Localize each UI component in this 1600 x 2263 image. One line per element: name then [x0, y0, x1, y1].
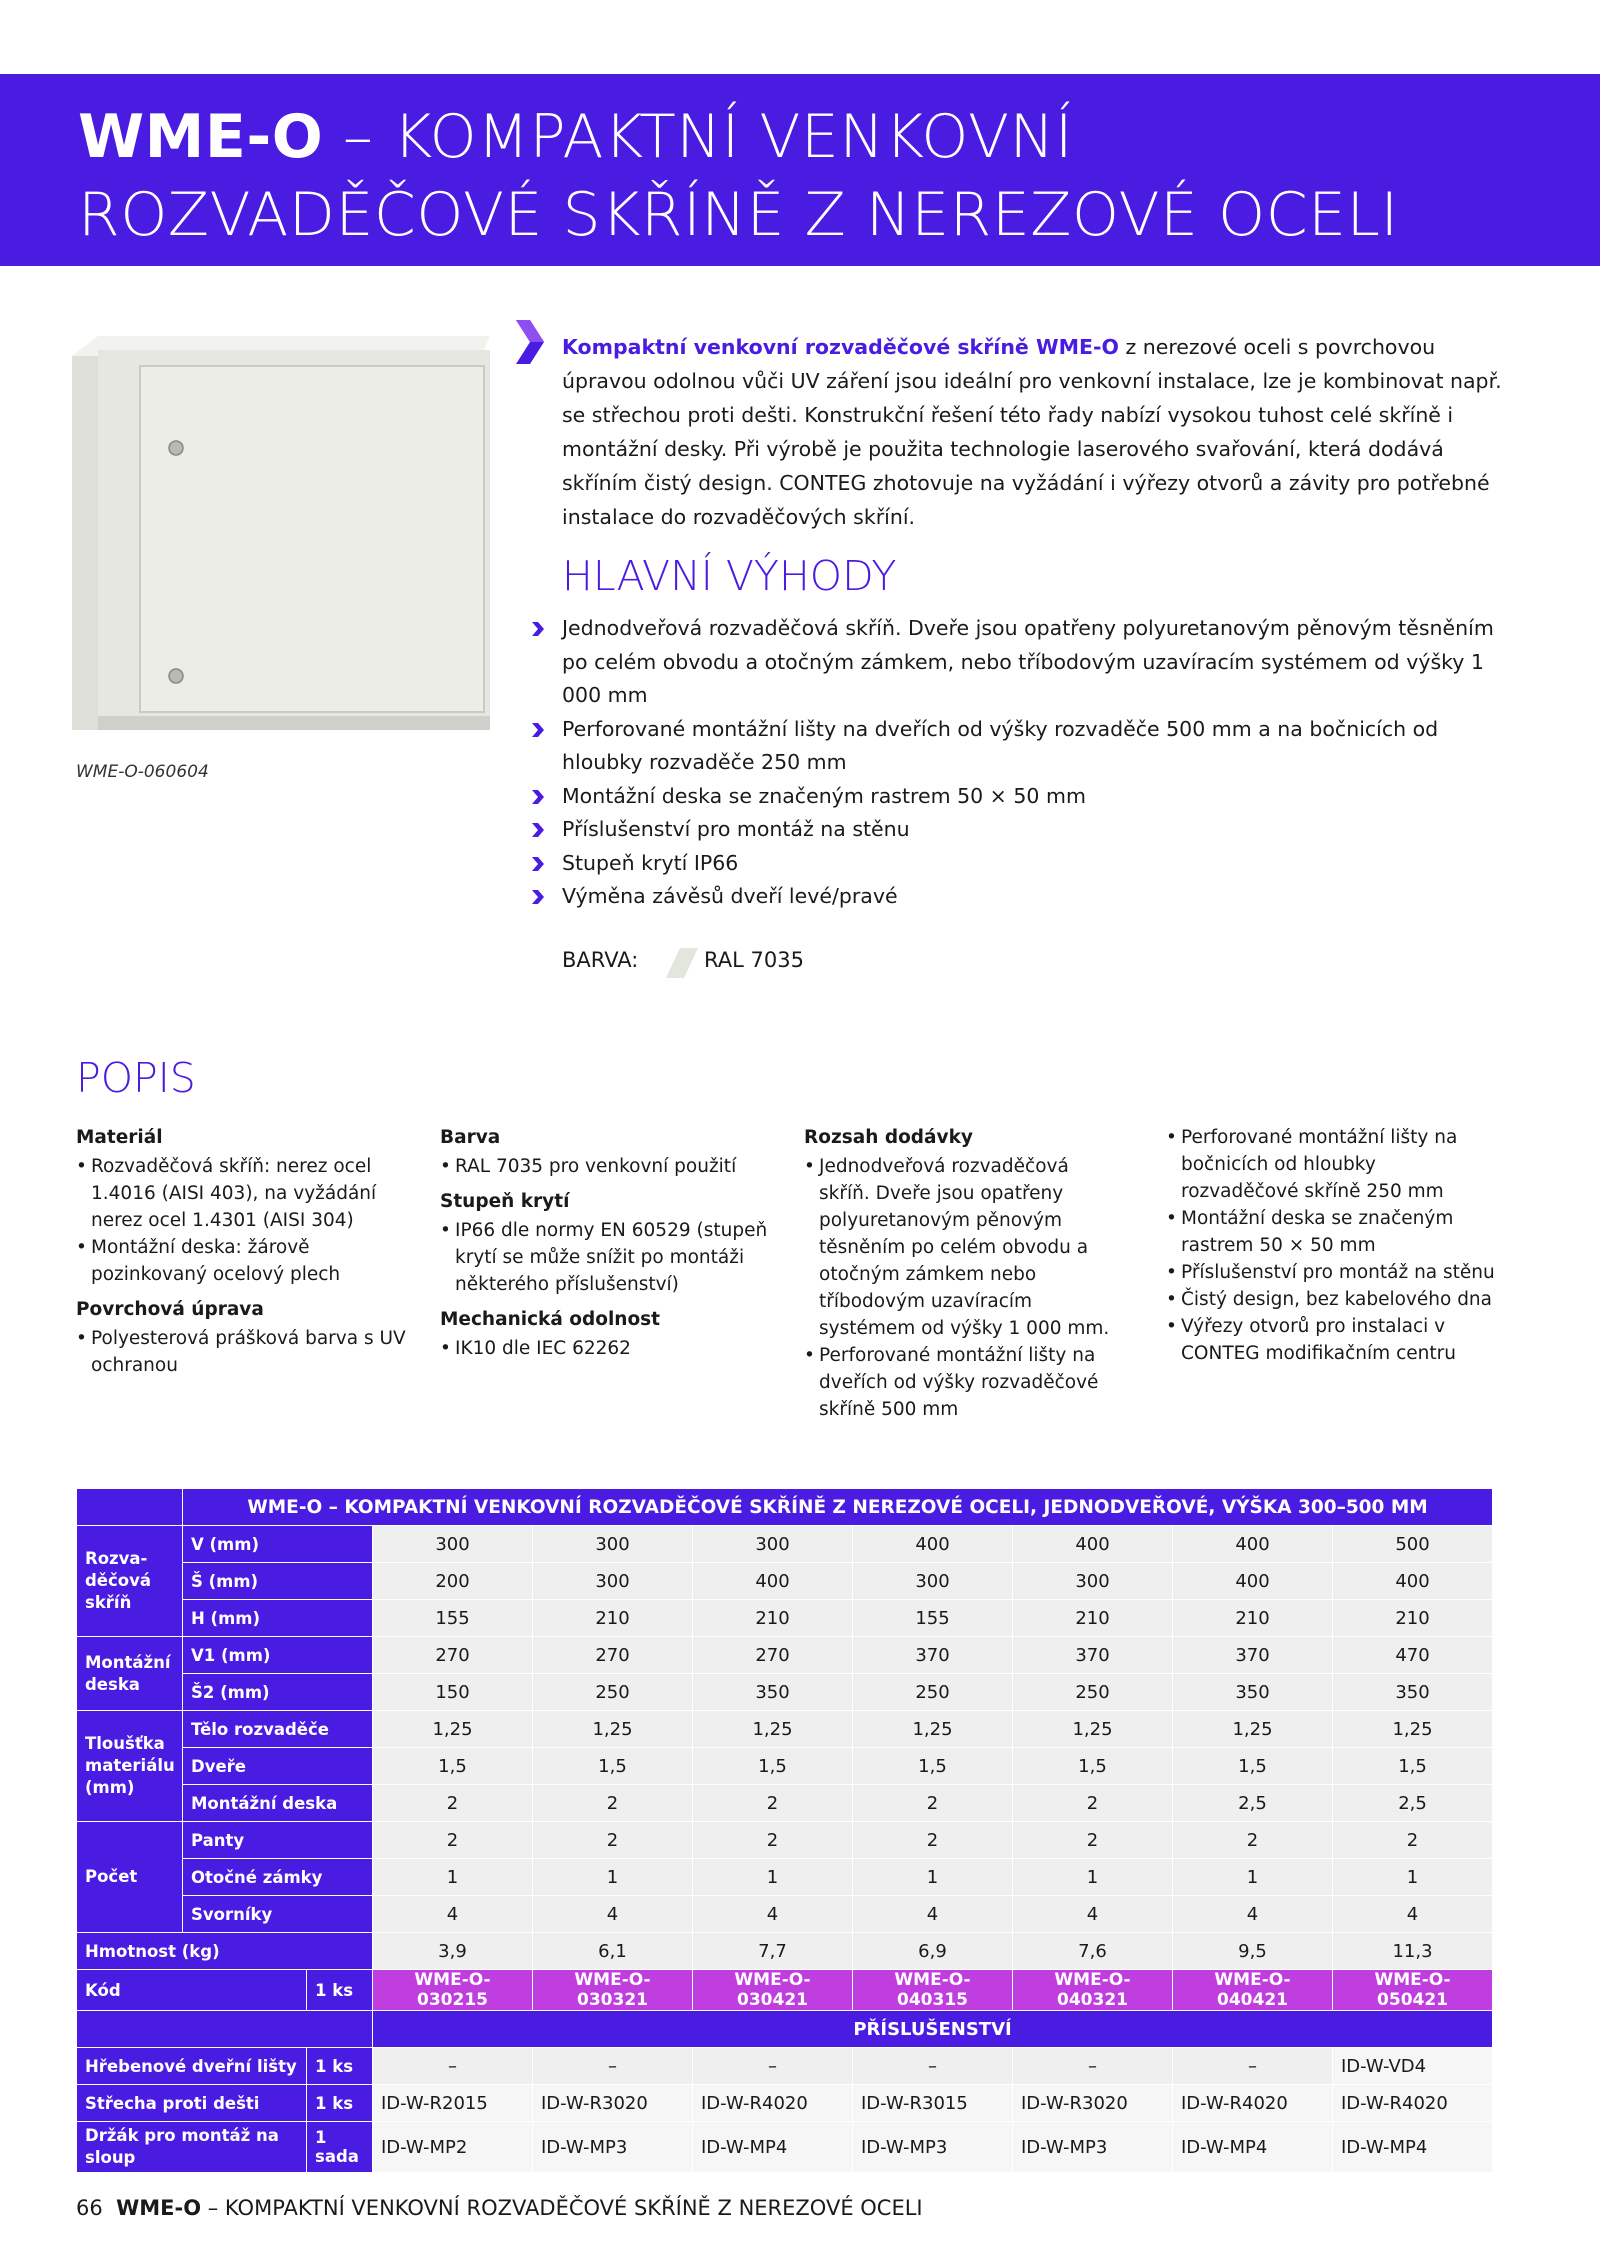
col-heading: Materiál — [76, 1127, 163, 1148]
unit-label: 1 ks — [307, 2048, 373, 2085]
col-heading: Barva — [440, 1127, 501, 1148]
list-item: • IK10 dle IEC 62262 — [440, 1335, 770, 1362]
row-label: Š (mm) — [183, 1563, 373, 1600]
list-item: Výměna závěsů dveří levé/pravé — [562, 880, 1502, 914]
row-label: Kód — [77, 1970, 307, 2011]
table-row: Rozva-děčová skříň V (mm) 300 300 300 400 400 400 500 — [77, 1526, 1493, 1563]
page-header — [0, 74, 1600, 266]
chevron-bullet-icon — [532, 622, 544, 636]
page-title: WME-O – KOMPAKTNÍ VENKOVNÍ ROZVADĚČOVÉ SKŘÍNĚ Z NEREZOVÉ OCELI — [78, 102, 1399, 250]
row-label: Tělo rozvaděče — [183, 1711, 373, 1748]
row-group: Rozva-děčová skříň — [77, 1526, 183, 1637]
table-row: Dveře 1,5 1,5 1,5 1,5 1,5 1,5 1,5 — [77, 1748, 1493, 1785]
product-code: WME-O-040315 — [853, 1970, 1013, 2011]
table-title: WME-O – KOMPAKTNÍ VENKOVNÍ ROZVADĚČOVÉ SKŘÍNĚ Z NEREZOVÉ OCELI, JEDNODVEŘOVÉ, VÝŠKA 300–500 MM — [183, 1489, 1493, 1526]
table-row: Svorníky 4 4 4 4 4 4 4 — [77, 1896, 1493, 1933]
col-heading: Povrchová úprava — [76, 1299, 264, 1320]
list-item: • Rozvaděčová skříň: nerez ocel 1.4016 (AISI 403), na vyžádání nerez ocel 1.4301 (AISI 304) — [76, 1153, 406, 1234]
list-item: • Příslušenství pro montáž na stěnu — [1166, 1259, 1496, 1286]
description-column — [76, 1124, 406, 1387]
table-row: Montážní deska 2 2 2 2 2 2,5 2,5 — [77, 1785, 1493, 1822]
list-item: • Perforované montážní lišty na dveřích od výšky rozvaděčové skříně 500 mm — [804, 1342, 1124, 1423]
row-label: Svorníky — [183, 1896, 373, 1933]
description-column — [440, 1124, 770, 1370]
table-row: Montážní deska V1 (mm) 270 270 270 370 370 370 470 — [77, 1637, 1493, 1674]
list-item: Perforované montážní lišty na dveřích od výšky rozvaděče 500 mm a na bočnicích od hloubky rozvaděče 250 mm — [562, 713, 1502, 780]
col-heading: Stupeň krytí — [440, 1191, 570, 1212]
row-label: V (mm) — [183, 1526, 373, 1563]
col-heading: Mechanická odolnost — [440, 1309, 661, 1330]
list-item: • IP66 dle normy EN 60529 (stupeň krytí se může snížit po montáži některého příslušenství) — [440, 1217, 770, 1298]
list-item: • Montážní deska: žárově pozinkovaný ocelový plech — [76, 1234, 406, 1288]
row-label: Otočné zámky — [183, 1859, 373, 1896]
list-item: • RAL 7035 pro venkovní použití — [440, 1153, 770, 1180]
unit-label: 1 sada — [307, 2122, 373, 2173]
row-group: Počet — [77, 1822, 183, 1933]
color-label: BARVA: — [562, 948, 639, 972]
table-row — [77, 1970, 1493, 2011]
page-number: 66 — [76, 2196, 103, 2220]
row-label: Panty — [183, 1822, 373, 1859]
list-item: Stupeň krytí IP66 — [562, 847, 1502, 881]
chevron-bullet-icon — [532, 857, 544, 871]
row-label: Hmotnost (kg) — [77, 1933, 373, 1970]
row-label: Montážní deska — [183, 1785, 373, 1822]
row-group: Tloušťka materiálu (mm) — [77, 1711, 183, 1822]
product-code: WME-O-050421 — [1333, 1970, 1493, 2011]
list-item: Jednodveřová rozvaděčová skříň. Dveře jsou opatřeny polyuretanovým pěnovým těsněním po celém obvodu a otočným zámkem, nebo tříbodovým uzavíracím systémem od výšky 1 000 mm — [562, 612, 1502, 713]
product-image — [72, 336, 490, 730]
description-column — [804, 1124, 1124, 1431]
list-item: • Polyesterová prášková barva s UV ochranou — [76, 1325, 406, 1379]
list-item: • Perforované montážní lišty na bočnicích od hloubky rozvaděčové skříně 250 mm — [1166, 1124, 1496, 1205]
description-heading: POPIS — [76, 1054, 196, 1102]
row-label: Střecha proti dešti — [77, 2085, 307, 2122]
product-code: WME-O-030215 — [373, 1970, 533, 2011]
advantages-heading: HLAVNÍ VÝHODY — [562, 552, 897, 600]
row-label: Držák pro montáž na sloup — [77, 2122, 307, 2173]
spec-table — [76, 1488, 1493, 2173]
product-code: WME-O-030421 — [693, 1970, 853, 2011]
product-code: WME-O-030321 — [533, 1970, 693, 2011]
table-row: Hřebenové dveřní lišty 1 ks – – – – – – ID-W-VD4 — [77, 2048, 1493, 2085]
chevron-bullet-icon — [532, 823, 544, 837]
product-code: WME-O-040321 — [1013, 1970, 1173, 2011]
table-row: H (mm) 155 210 210 155 210 210 210 — [77, 1600, 1493, 1637]
list-item: Montážní deska se značeným rastrem 50 × 50 mm — [562, 780, 1502, 814]
color-info — [562, 948, 804, 972]
intro-paragraph: Kompaktní venkovní rozvaděčové skříně WME-O z nerezové oceli s povrchovou úpravou odolnou vůči UV záření jsou ideální pro venkovní instalace, lze je kombinovat např. se střechou proti dešti. Konstrukční řešení této řady nabízí vysokou tuhost celé skříně i montážní desky. Při výrobě je použita technologie laserového svařování, která dodává skříním čistý design. CONTEG zhotovuje na vyžádání i výřezy otvorů a závity pro potřebné instalace do rozvaděčových skříní. — [562, 335, 1502, 529]
chevron-bullet-icon — [532, 723, 544, 737]
color-value: RAL 7035 — [704, 948, 804, 972]
row-label: Hřebenové dveřní lišty — [77, 2048, 307, 2085]
table-row: Tloušťka materiálu (mm) Tělo rozvaděče 1,25 1,25 1,25 1,25 1,25 1,25 1,25 — [77, 1711, 1493, 1748]
accessories-heading: PŘÍSLUŠENSTVÍ — [373, 2011, 1493, 2048]
row-group: Montážní deska — [77, 1637, 183, 1711]
chevron-icon — [516, 320, 544, 364]
description-column — [1166, 1124, 1496, 1375]
row-label: V1 (mm) — [183, 1637, 373, 1674]
page-footer: 66 WME-O – KOMPAKTNÍ VENKOVNÍ ROZVADĚČOVÉ SKŘÍNĚ Z NEREZOVÉ OCELI — [76, 2196, 923, 2220]
table-row: Otočné zámky 1 1 1 1 1 1 1 — [77, 1859, 1493, 1896]
table-row: Š2 (mm) 150 250 350 250 250 350 350 — [77, 1674, 1493, 1711]
table-row — [77, 2011, 1493, 2048]
table-row: Š (mm) 200 300 400 300 300 400 400 — [77, 1563, 1493, 1600]
table-row: Hmotnost (kg) 3,9 6,1 7,7 6,9 7,6 9,5 11,3 — [77, 1933, 1493, 1970]
list-item: Příslušenství pro montáž na stěnu — [562, 813, 1502, 847]
table-row: Střecha proti dešti 1 ks ID-W-R2015 ID-W-R3020 ID-W-R4020 ID-W-R3015 ID-W-R3020 ID-W-R4020 ID-W-R4020 — [77, 2085, 1493, 2122]
product-code: WME-O-040421 — [1173, 1970, 1333, 2011]
product-code-caption: WME-O-060604 — [76, 762, 209, 782]
row-label: H (mm) — [183, 1600, 373, 1637]
list-item: • Čistý design, bez kabelového dna — [1166, 1286, 1496, 1313]
unit-label: 1 ks — [307, 1970, 373, 2011]
unit-label: 1 ks — [307, 2085, 373, 2122]
advantages-list — [562, 612, 1502, 914]
row-label: Dveře — [183, 1748, 373, 1785]
table-row: Počet Panty 2 2 2 2 2 2 2 — [77, 1822, 1493, 1859]
chevron-bullet-icon — [532, 890, 544, 904]
list-item: • Montážní deska se značeným rastrem 50 × 50 mm — [1166, 1205, 1496, 1259]
color-swatch-icon — [666, 948, 698, 978]
row-label: Š2 (mm) — [183, 1674, 373, 1711]
table-row: Držák pro montáž na sloup 1 sada ID-W-MP2 ID-W-MP3 ID-W-MP4 ID-W-MP3 ID-W-MP3 ID-W-MP4 ID-W-MP4 — [77, 2122, 1493, 2173]
list-item: • Jednodveřová rozvaděčová skříň. Dveře jsou opatřeny polyuretanovým pěnovým těsněním po celém obvodu a otočným zámkem nebo tříbodovým uzavíracím systémem od výšky 1 000 mm. — [804, 1153, 1124, 1342]
list-item: • Výřezy otvorů pro instalaci v CONTEG modifikačním centru — [1166, 1313, 1496, 1367]
chevron-bullet-icon — [532, 790, 544, 804]
col-heading: Rozsah dodávky — [804, 1127, 973, 1148]
